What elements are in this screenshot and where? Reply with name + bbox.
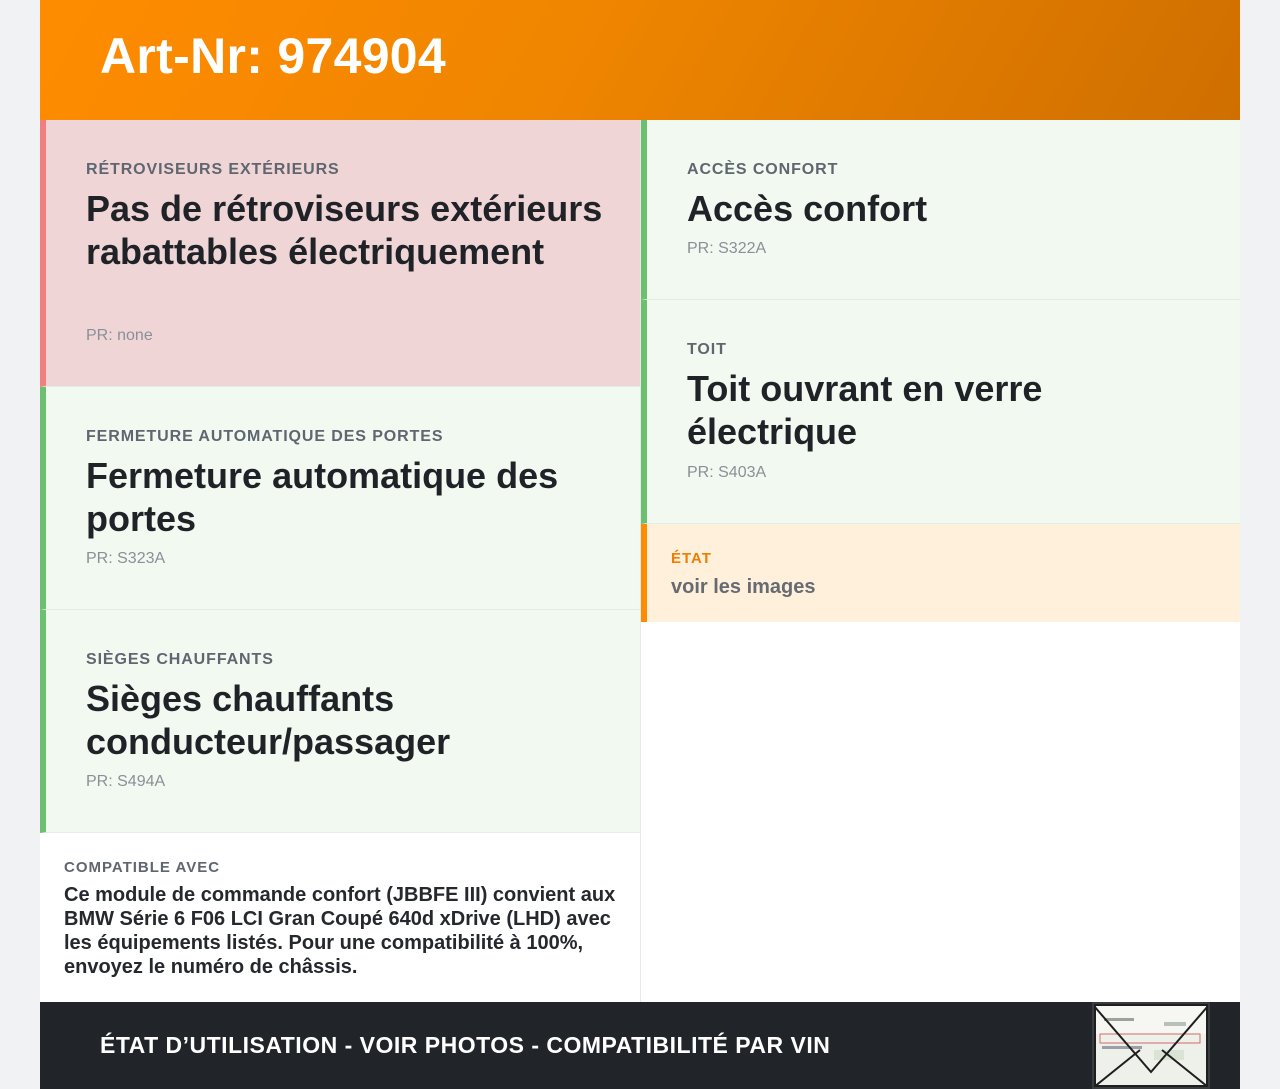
condition-box <box>641 524 1240 622</box>
feature-title: Toit ouvrant en verre électrique <box>687 368 1043 452</box>
features-left-column <box>40 120 640 1003</box>
feature-category: FERMETURE AUTOMATIQUE DES PORTES <box>86 428 444 445</box>
envelope-photo-icon[interactable] <box>1092 1002 1210 1089</box>
compatibility-text: Ce module de commande confort (JBBFE III) convient aux BMW Série 6 F06 LCI Gran Coupé 640d xDrive (LHD) avec les équipements listés. Pour une compatibilité à 100%, envoyez le numéro de châssis. <box>64 884 616 978</box>
compatibility-label: COMPATIBLE AVEC <box>64 859 221 876</box>
feature-category: TOIT <box>687 341 727 358</box>
feature-category: ACCÈS CONFORT <box>687 161 839 178</box>
feature-pr-code: PR: S494A <box>86 773 166 790</box>
compatibility-section <box>40 833 640 1003</box>
feature-pr-code: PR: S403A <box>687 464 767 481</box>
condition-value: voir les images <box>671 576 816 598</box>
feature-category: SIÈGES CHAUFFANTS <box>86 651 274 668</box>
feature-card-mirrors <box>40 120 640 387</box>
feature-card-roof <box>641 300 1240 524</box>
feature-title: Sièges chauffants conducteur/passager <box>86 678 451 762</box>
footer-text: ÉTAT D’UTILISATION - VOIR PHOTOS - COMPATIBILITÉ PAR VIN <box>100 1032 831 1058</box>
feature-card-door-closing <box>40 387 640 610</box>
feature-pr-code: PR: S322A <box>687 240 767 257</box>
feature-card-comfort-access <box>641 120 1240 300</box>
product-sheet <box>40 0 1240 1089</box>
footer-bar <box>40 1002 1240 1089</box>
article-number-title: Art-Nr: 974904 <box>100 28 447 84</box>
feature-title: Accès confort <box>687 188 928 229</box>
features-right-column <box>640 120 1240 1002</box>
feature-category: RÉTROVISEURS EXTÉRIEURS <box>86 161 340 178</box>
feature-pr-code: PR: none <box>86 327 153 344</box>
feature-title: Fermeture automatique des portes <box>86 455 559 539</box>
feature-pr-code: PR: S323A <box>86 550 166 567</box>
feature-card-heated-seats <box>40 610 640 833</box>
header-banner <box>40 0 1240 120</box>
feature-title: Pas de rétroviseurs extérieurs rabattables électriquement <box>86 188 603 272</box>
condition-label: ÉTAT <box>671 550 712 567</box>
